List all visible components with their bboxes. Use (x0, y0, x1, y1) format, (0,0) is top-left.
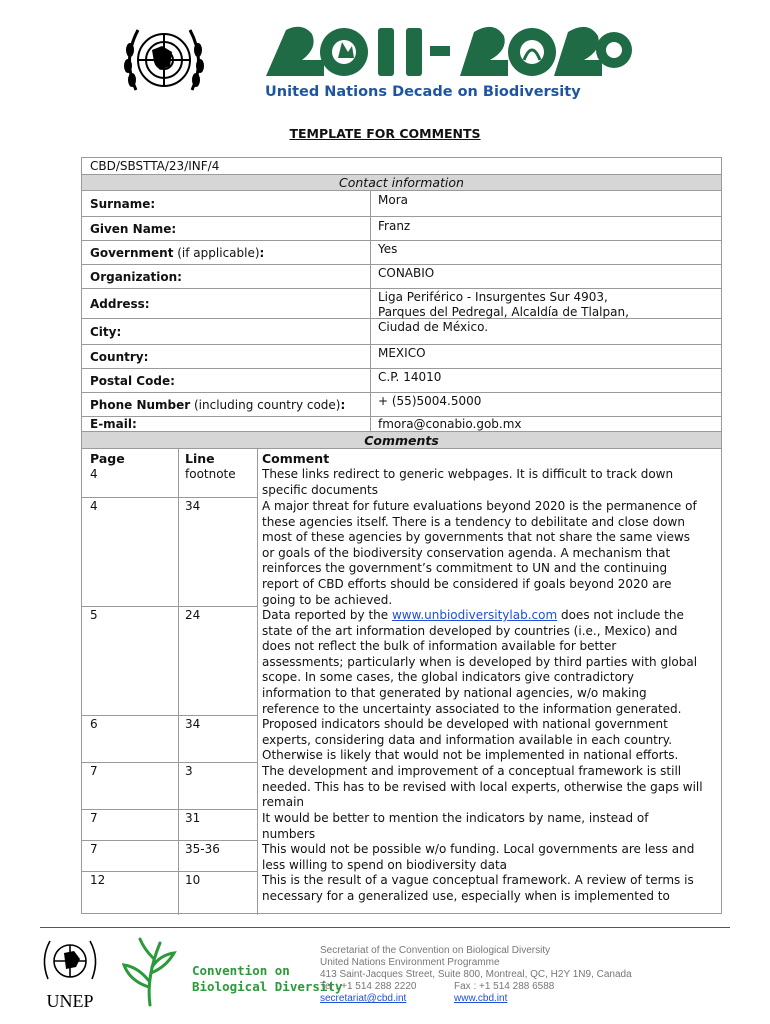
row-separator (82, 497, 257, 498)
comment-page: 4 (90, 467, 98, 481)
row-separator (82, 809, 257, 810)
footer-address: 413 Saint-Jacques Street, Suite 800, Montreal, QC, H2Y 1N9, Canada (320, 969, 632, 980)
doc-code: CBD/SBSTTA/23/INF/4 (90, 159, 220, 173)
contact-value-line: + (55)5004.5000 (378, 394, 482, 408)
contact-value (378, 219, 410, 234)
contact-value (378, 266, 434, 281)
contact-label-text: Postal Code: (90, 374, 175, 388)
contact-label (90, 325, 121, 339)
comment-text (262, 873, 718, 904)
contact-row (82, 319, 721, 345)
comment-text-line: these agencies itself. There is a tendency to debilitate and close down (262, 514, 685, 529)
contact-label-text: Organization: (90, 270, 182, 284)
contact-value-line: Ciudad de México. (378, 320, 489, 334)
contact-label (90, 270, 182, 284)
comment-text-line: Proposed indicators should be developed with national government (262, 717, 668, 731)
document-title: TEMPLATE FOR COMMENTS (289, 126, 481, 141)
comment-text-line: numbers (262, 826, 316, 841)
contact-label-colon: : (259, 246, 265, 260)
row-separator (82, 606, 257, 607)
comment-text (262, 608, 718, 717)
decade-biodiversity-logo (262, 20, 632, 82)
contact-info-header: Contact information (82, 175, 721, 191)
contact-value (378, 417, 522, 432)
contact-label (90, 374, 175, 388)
contact-label (90, 197, 155, 211)
comment-text-line: A major threat for future evaluations beyond 2020 is the permanence of (262, 499, 697, 513)
contact-label (90, 297, 150, 311)
contact-value-line: Franz (378, 219, 411, 233)
comment-text-line: It would be better to mention the indicators by name, instead of (262, 811, 649, 825)
comment-text (262, 499, 718, 608)
comment-text-line: specific documents (262, 482, 378, 497)
comment-text-line: does not reflect the bulk of information available for better (262, 639, 617, 654)
contact-row (82, 191, 721, 217)
comment-text-line: information to that generated by national agencies, w/o making (262, 685, 647, 700)
footer-tel: Tel : +1 514 288 2220 (320, 981, 417, 992)
contact-label-text: E-mail: (90, 417, 137, 431)
comment-line: 10 (185, 873, 201, 887)
contact-row (82, 241, 721, 265)
contact-row (82, 393, 721, 417)
footer-programme: United Nations Environment Programme (320, 957, 500, 968)
comment-line: 34 (185, 717, 201, 731)
contact-label (90, 222, 176, 236)
decade-title-biodiversity: Decade on Biodiversity (392, 84, 581, 100)
comment-text-line: Otherwise is likely that would not be implemented in national efforts. (262, 748, 679, 763)
contact-row (82, 369, 721, 393)
contact-value (378, 193, 408, 208)
contact-value-line: MEXICO (378, 346, 426, 360)
contact-label-text: Address: (90, 297, 150, 311)
unep-logo (38, 935, 102, 1011)
comment-text-line: assessments; particularly when is developed by third parties with global (262, 654, 698, 669)
contact-label-text: Surname: (90, 197, 156, 211)
contact-label (90, 350, 148, 364)
comment-line: footnote (185, 467, 236, 481)
comment-page: 6 (90, 717, 98, 731)
comment-line: 3 (185, 764, 193, 778)
comment-text-line: going to be achieved. (262, 592, 393, 607)
comment-text-line: This is the result of a vague conceptual framework. A review of terms is (262, 873, 694, 887)
footer-email-link[interactable]: secretariat@cbd.int (320, 993, 407, 1004)
contact-label-note: (including country code) (190, 398, 341, 412)
comment-text-pre: Data reported by the (262, 608, 392, 622)
contact-label (90, 417, 137, 431)
row-separator (82, 715, 257, 716)
footer-divider (40, 927, 730, 928)
col-header-line: Line (185, 451, 215, 466)
contact-row (82, 345, 721, 369)
contact-row (82, 265, 721, 289)
contact-value-line: Parques del Pedregal, Alcaldía de Tlalpan, (378, 305, 629, 319)
cbd-line-2: Biological Diversity (192, 979, 343, 994)
comment-text-line: remain (262, 795, 305, 810)
cbd-plant-logo (120, 937, 180, 1007)
comment-text-line: state of the art information developed by countries (i.e., Mexico) and (262, 623, 678, 638)
contact-value (378, 242, 397, 257)
comment-text-line: These links redirect to generic webpages. It is difficult to track down (262, 467, 674, 481)
decade-title-un: United Nations (265, 84, 387, 100)
contact-value (378, 394, 481, 409)
comment-text (262, 717, 718, 764)
contact-value-line: Mora (378, 193, 408, 207)
col-header-page: Page (90, 451, 125, 466)
comment-text-line: experts, considering data and information available in each country. (262, 732, 673, 747)
comment-text-post: does not include the (557, 608, 684, 622)
comment-text (262, 764, 718, 811)
comment-text-line: report of CBD efforts should be considered if goals beyond 2020 are (262, 576, 672, 591)
contact-row (82, 217, 721, 241)
contact-value-line: CONABIO (378, 266, 435, 280)
comment-text-line: less willing to spend on biodiversity data (262, 857, 508, 872)
comment-page: 7 (90, 842, 98, 856)
comment-page: 4 (90, 499, 98, 513)
comments-header: Comments (82, 432, 721, 449)
row-separator (82, 840, 257, 841)
comment-text-line: or goals of the biodiversity conservation agenda. A mechanism that (262, 545, 671, 560)
footer-fax: Fax : +1 514 288 6588 (454, 981, 555, 992)
contact-label (90, 246, 264, 260)
un-emblem-logo (116, 20, 212, 106)
contact-label-text: City: (90, 325, 122, 339)
contact-value-line: fmora@conabio.gob.mx (378, 417, 522, 431)
comment-text-line: reference to the uncertainty associated to the information generated. (262, 701, 682, 716)
footer-secretariat: Secretariat of the Convention on Biological Diversity (320, 945, 551, 956)
unep-text: UNEP (46, 991, 94, 1011)
comment-page: 7 (90, 811, 98, 825)
contact-label-text: Country: (90, 350, 149, 364)
comment-text-line: scope. In some cases, the global indicators give contradictory (262, 670, 634, 685)
footer-contact-block (320, 945, 632, 1005)
contact-row (82, 417, 721, 432)
contact-label-text: Government (90, 246, 174, 260)
comment-text-line: reinforces the government’s commitment to UN and the continuing (262, 561, 668, 576)
contact-value (378, 346, 426, 361)
comment-text-line: needed. This has to be revised with local experts, otherwise the gaps will (262, 779, 703, 794)
comment-text (262, 467, 718, 498)
comment-line: 35-36 (185, 842, 220, 856)
contact-value-line: Yes (378, 242, 398, 256)
page-line-divider (178, 449, 179, 915)
comment-line: 34 (185, 499, 201, 513)
comment-page: 7 (90, 764, 98, 778)
doc-code-row (82, 158, 721, 175)
comment-page: 12 (90, 873, 106, 887)
comment-text-line: The development and improvement of a conceptual framework is still (262, 764, 682, 778)
comment-text (262, 842, 718, 873)
comment-line: 31 (185, 811, 201, 825)
row-separator (82, 762, 257, 763)
row-separator (82, 871, 257, 872)
contact-label (90, 398, 345, 412)
comment-text-line: necessary for a generalized use, especially when is implemented to (262, 888, 670, 903)
comment-page: 5 (90, 608, 98, 622)
line-comment-divider (257, 449, 258, 915)
contact-label-colon: : (340, 398, 346, 412)
comment-text (262, 811, 718, 842)
contact-label-text: Phone Number (90, 398, 191, 412)
cbd-line-1: Convention on (192, 963, 290, 978)
contact-value-line: Liga Periférico - Insurgentes Sur 4903, (378, 290, 608, 304)
comment-line: 24 (185, 608, 201, 622)
col-header-comment: Comment (262, 451, 330, 466)
contact-label-text: Given Name: (90, 222, 177, 236)
comment-text-line (262, 608, 718, 624)
footer-web-link[interactable]: www.cbd.int (454, 993, 508, 1004)
unbiodiversitylab-link[interactable]: www.unbiodiversitylab.com (391, 608, 558, 622)
contact-label-note: (if applicable) (173, 246, 260, 260)
comments-template-table (81, 157, 722, 914)
decade-caption (265, 84, 581, 100)
contact-value (378, 370, 441, 385)
comment-text-line: This would not be possible w/o funding. Local governments are less and (262, 842, 695, 856)
contact-value-line: C.P. 14010 (378, 370, 442, 384)
comment-text-line: most of these agencies by governments that not share the same views (262, 530, 691, 545)
